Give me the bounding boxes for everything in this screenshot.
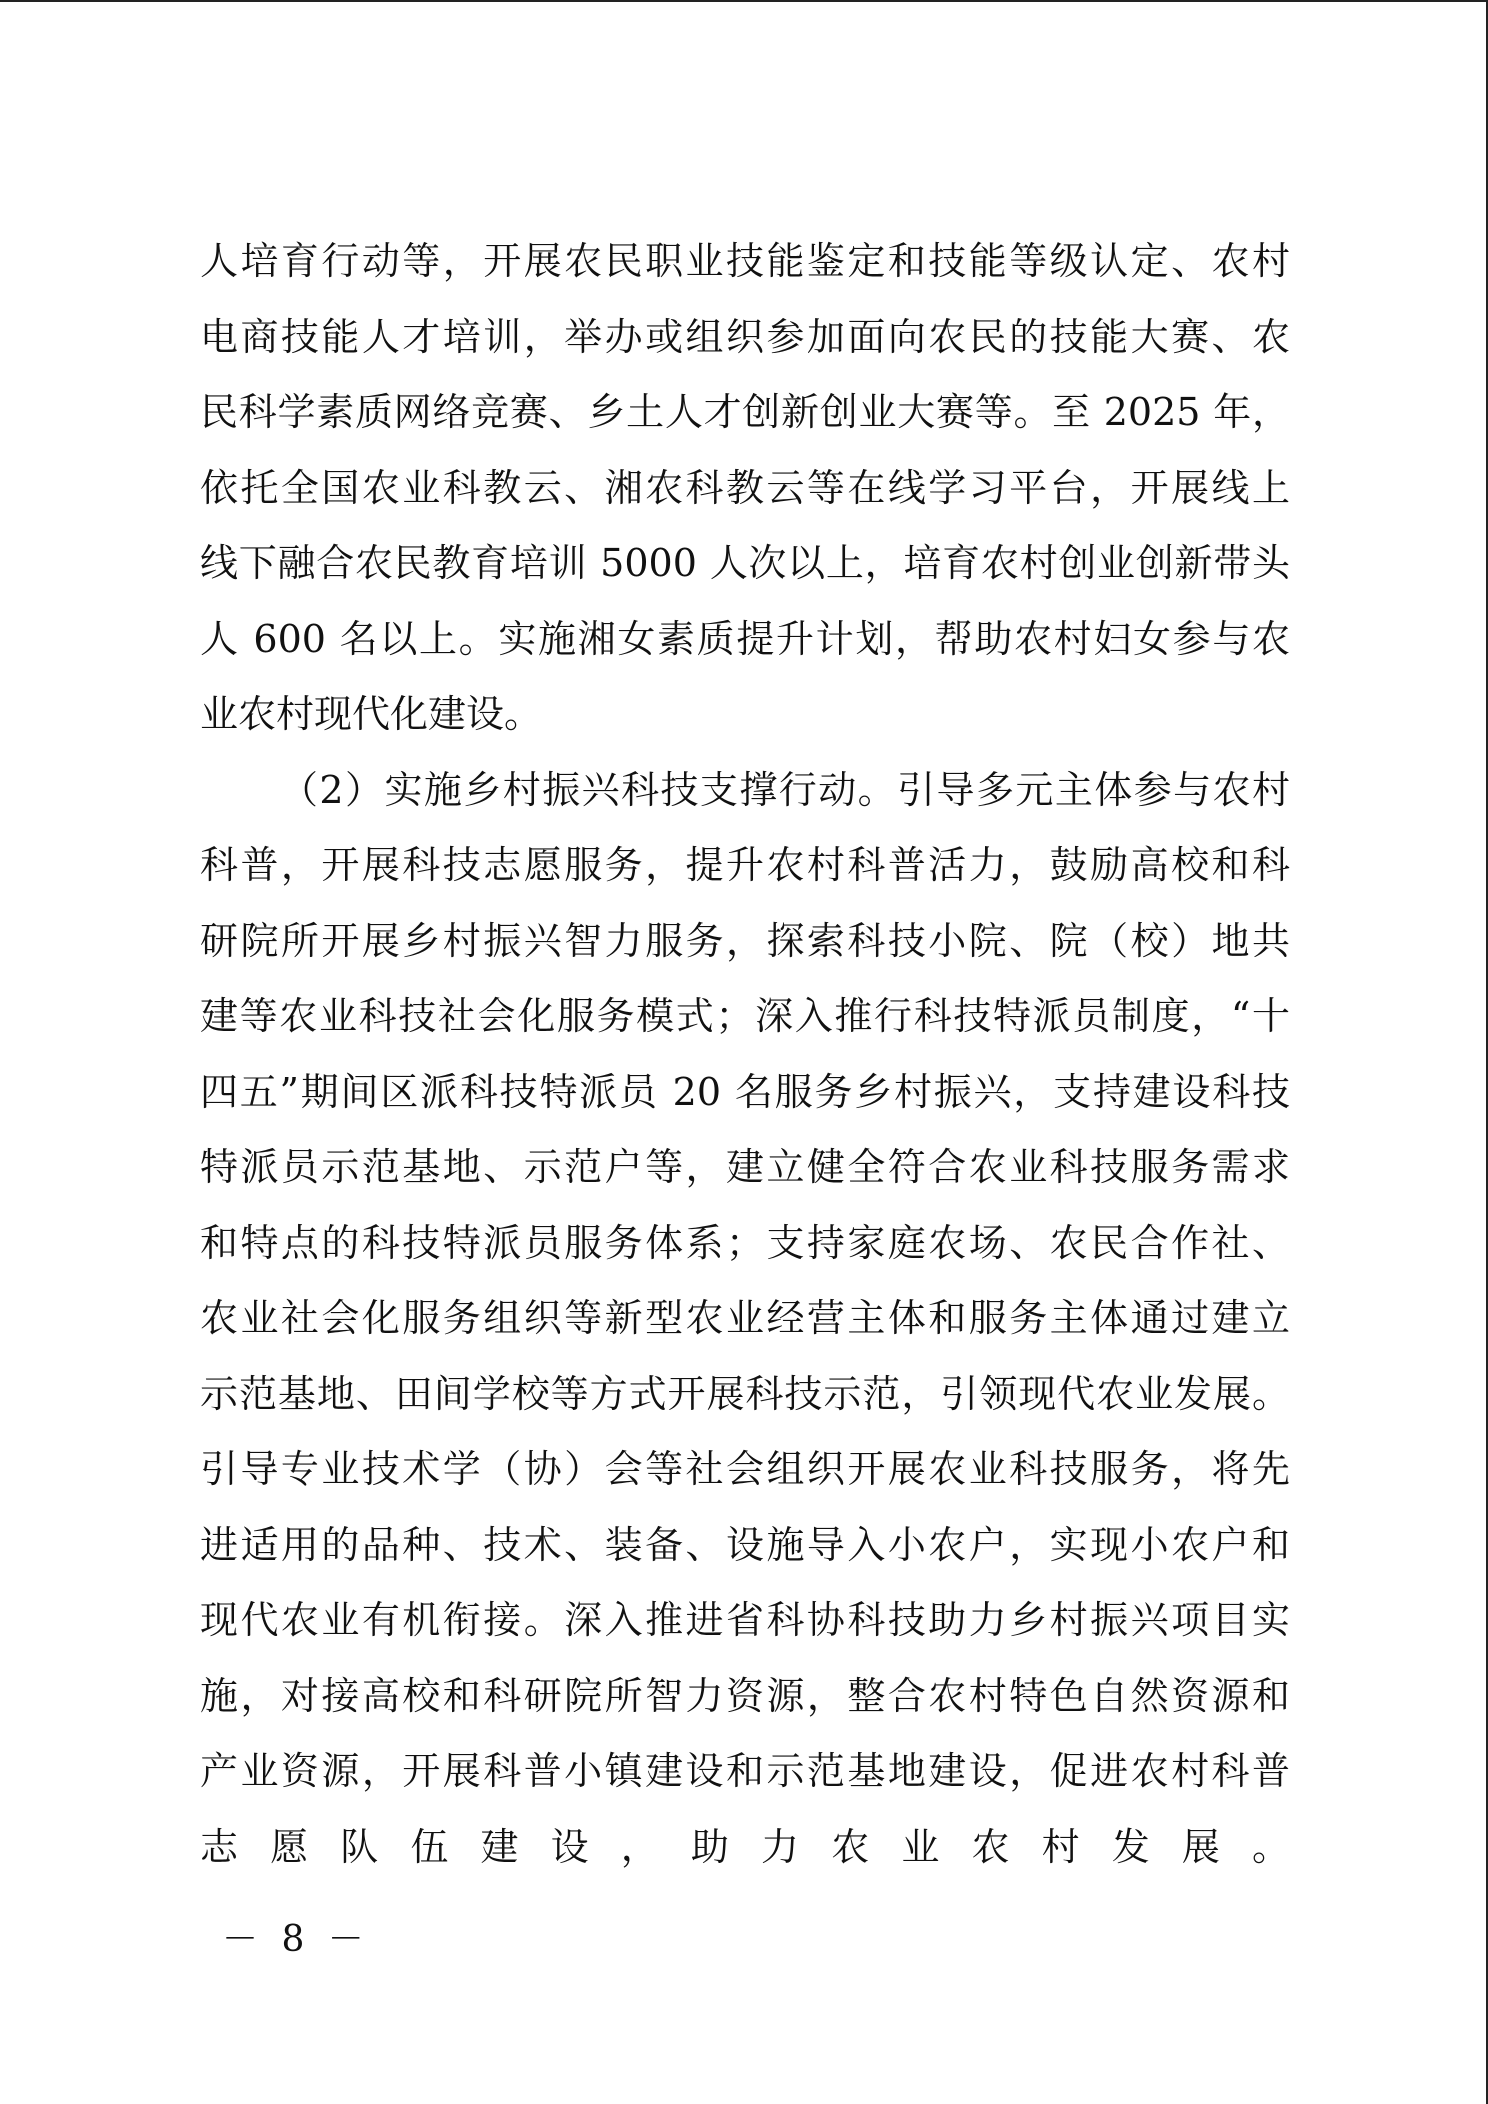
text-line: （2）实施乡村振兴科技支撑行动。引导多元主体参与农村 [280, 767, 1290, 812]
text-line: 人 600 名以上。实施湘女素质提升计划，帮助农村妇女参与农 [200, 616, 1290, 661]
text-line: 志愿队伍建设，助力农业农村发展。 [200, 1824, 1290, 1869]
text-line: 和特点的科技特派员服务体系；支持家庭农场、农民合作社、 [200, 1220, 1290, 1265]
text-line: 业农村现代化建设。 [200, 692, 543, 736]
text-line: 特派员示范基地、示范户等，建立健全符合农业科技服务需求 [200, 1145, 1290, 1189]
document-body [200, 224, 1290, 1961]
text-line: 农业社会化服务组织等新型农业经营主体和服务主体通过建立 [200, 1296, 1290, 1340]
text-line: 研院所开展乡村振兴智力服务，探索科技小院、院（校）地共 [200, 918, 1290, 963]
text-line: 进适用的品种、技术、装备、设施导入小农户，实现小农户和 [200, 1522, 1290, 1567]
text-line: 民科学素质网络竞赛、乡土人才创新创业大赛等。至 2025 年， [200, 390, 1290, 434]
text-line: 引导专业技术学（协）会等社会组织开展农业科技服务，将先 [200, 1447, 1290, 1491]
text-line: 四五”期间区派科技特派员 20 名服务乡村振兴，支持建设科技 [200, 1069, 1290, 1114]
text-line: 人培育行动等，开展农民职业技能鉴定和技能等级认定、农村 [200, 239, 1290, 283]
text-line: 依托全国农业科教云、湘农科教云等在线学习平台，开展线上 [200, 465, 1290, 510]
text-line: 线下融合农民教育培训 5000 人次以上，培育农村创业创新带头 [200, 541, 1290, 585]
text-line: 施，对接高校和科研院所智力资源，整合农村特色自然资源和 [200, 1673, 1290, 1718]
paragraph-1 [200, 224, 1290, 753]
page-number: － 8 － [222, 1919, 370, 1960]
text-line: 现代农业有机衔接。深入推进省科协科技助力乡村振兴项目实 [200, 1598, 1290, 1642]
text-line: 电商技能人才培训，举办或组织参加面向农民的技能大赛、农 [200, 314, 1290, 359]
text-line: 科普，开展科技志愿服务，提升农村科普活力，鼓励高校和科 [200, 843, 1290, 887]
text-line: 产业资源，开展科普小镇建设和示范基地建设，促进农村科普 [200, 1749, 1290, 1793]
text-line: 建等农业科技社会化服务模式；深入推行科技特派员制度，“十 [200, 994, 1290, 1038]
text-line: 示范基地、田间学校等方式开展科技示范，引领现代农业发展。 [200, 1371, 1290, 1416]
paragraph-2 [200, 753, 1290, 1961]
